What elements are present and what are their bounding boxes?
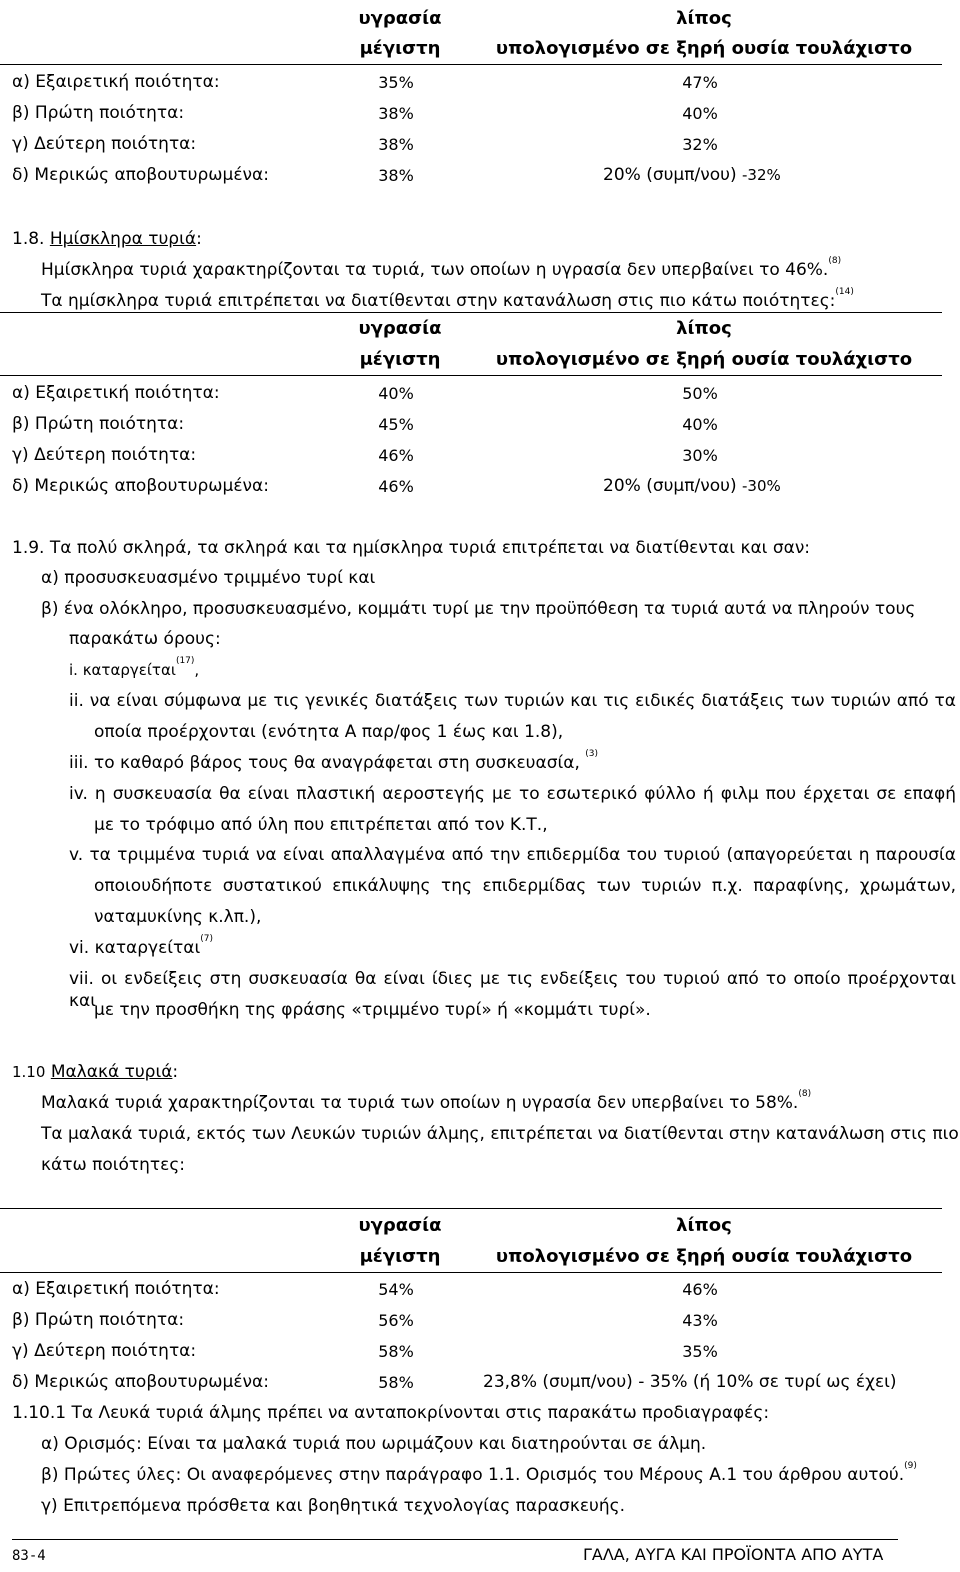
list-item: α) προσυσκευασμένο τριμμένο τυρί και (41, 568, 376, 588)
list-item: β) ένα ολόκληρο, προσυσκευασμένο, κομμάτι τυρί με την προϋπόθεση τα τυριά αυτά να πληρούν τους (41, 599, 916, 619)
section-title: Μαλακά τυριά (50, 1062, 173, 1082)
section-1-10-1-intro: 1.10.1 Τα Λευκά τυριά άλμης πρέπει να ανταποκρίνονται στις παρακάτω προδιαγραφές: (12, 1403, 770, 1423)
table-row-label: δ) Μερικώς αποβουτυρωμένα: (12, 1372, 269, 1392)
footnote-ref: (14) (835, 287, 854, 297)
sub-item-iv: iv. η συσκευασία θα είναι πλαστική αεροστεγής με το εσωτερικό φύλλο ή φιλμ που έρχεται σε επαφή (69, 784, 956, 804)
fat-header-sub: υπολογισμένο σε ξηρή ουσία τουλάχιστο (495, 1246, 913, 1267)
section-1-10-definition (41, 1089, 812, 1114)
sub-item-vi (69, 934, 213, 959)
fat-header: λίπος (676, 8, 732, 29)
definition-text: Μαλακά τυριά χαρακτηρίζονται τα τυριά των οποίων η υγρασία δεν υπερβαίνει το 58%. (41, 1093, 799, 1113)
table-cell-fat (603, 164, 781, 186)
fat-header: λίπος (676, 318, 732, 339)
moisture-header: υγρασία (358, 8, 442, 29)
table-row-label: α) Εξαιρετική ποιότητα: (12, 1279, 220, 1299)
table-row-label: α) Εξαιρετική ποιότητα: (12, 383, 220, 403)
table-2-header-rule (0, 375, 942, 376)
sub-item-iii (69, 749, 599, 774)
table-cell-fat: 40% (682, 104, 718, 123)
table-cell-moisture: 35% (378, 73, 414, 92)
table-3-top-rule (0, 1208, 942, 1209)
footnote-ref: (8) (798, 1089, 812, 1099)
table-row-label: β) Πρώτη ποιότητα: (12, 103, 185, 123)
table-1-header-rule (0, 64, 942, 65)
table-row-label: β) Πρώτη ποιότητα: (12, 1310, 185, 1330)
section-number: 1.8. (12, 229, 45, 249)
section-1-8-heading (12, 228, 202, 250)
footnote-ref: (8) (828, 256, 842, 266)
list-item: γ) Επιτρεπόμενα πρόσθετα και βοηθητικά τεχνολογίας παρασκευής. (41, 1496, 626, 1516)
sub-item-text: vi. καταργείται (69, 938, 201, 958)
sub-item-iv-continuation: με το τρόφιμο από ύλη που επιτρέπεται από τον Κ.Τ., (94, 815, 548, 835)
section-1-10-grades-intro: Τα μαλακά τυριά, εκτός των Λευκών τυριών άλμης, επιτρέπεται να διατίθενται στην κατανάλωση στις πιο (41, 1124, 959, 1144)
table-cell-moisture: 46% (378, 477, 414, 496)
table-row-label: γ) Δεύτερη ποιότητα: (12, 1341, 197, 1361)
moisture-header: υγρασία (358, 1215, 442, 1236)
grades-intro-text: Τα ημίσκληρα τυριά επιτρέπεται να διατίθενται στην κατανάλωση στις πιο κάτω ποιότητες: (41, 291, 836, 311)
table-cell-fat: 50% (682, 384, 718, 403)
sub-item-vii: vii. οι ενδείξεις στη συσκευασία θα είναι ίδιες με τις ενδείξεις του τυριού από το οποίο προέρχονται και (69, 969, 956, 1011)
section-1-9-intro: 1.9. Τα πολύ σκληρά, τα σκληρά και τα ημίσκληρα τυριά επιτρέπεται να διατίθενται και σαν: (12, 538, 811, 558)
moisture-header-sub: μέγιστη (359, 349, 441, 370)
table-row-label: δ) Μερικώς αποβουτυρωμένα: (12, 476, 269, 496)
sub-item-i (69, 656, 200, 681)
fat-header-sub: υπολογισμένο σε ξηρή ουσία τουλάχιστο (495, 349, 913, 370)
table-cell-moisture: 40% (378, 384, 414, 403)
section-title: Ημίσκληρα τυριά (49, 229, 197, 249)
section-colon: : (196, 229, 202, 249)
table-cell-fat (603, 475, 781, 497)
sub-item-punct: , (194, 661, 200, 679)
fat-range-main: 20% (συμπ/νου) (603, 165, 737, 185)
table-cell-fat: 23,8% (συμπ/νου) - 35% (ή 10% σε τυρί ως έχει) (483, 1372, 897, 1392)
sub-item-text: i. καταργείται (69, 661, 176, 679)
table-cell-fat: 43% (682, 1311, 718, 1330)
page-number: 83-4 (12, 1548, 46, 1564)
moisture-header-sub: μέγιστη (359, 38, 441, 59)
sub-item-v-continuation: οποιουδήποτε συστατικού επικάλυψης της επιδερμίδας των τυριών π.χ. παραφίνης, χρωμάτων, (94, 876, 956, 896)
footnote-ref: (17) (175, 656, 195, 666)
table-cell-moisture: 58% (378, 1342, 414, 1361)
list-item: α) Ορισμός: Είναι τα μαλακά τυριά που ωριμάζουν και διατηρούνται σε άλμη. (41, 1434, 707, 1454)
moisture-header: υγρασία (358, 318, 442, 339)
sub-item-ii: ii. να είναι σύμφωνα με τις γενικές διατάξεις των τυριών και τις ειδικές διατάξεις των τυριών από τα (69, 691, 956, 711)
table-cell-fat: 32% (682, 135, 718, 154)
section-1-8-grades-intro (41, 287, 854, 312)
moisture-header-sub: μέγιστη (359, 1246, 441, 1267)
table-cell-fat: 46% (682, 1280, 718, 1299)
table-row-label: α) Εξαιρετική ποιότητα: (12, 72, 220, 92)
table-2-top-rule (0, 312, 942, 313)
table-cell-fat: 40% (682, 415, 718, 434)
section-1-10-grades-intro-continuation: κάτω ποιότητες: (41, 1155, 186, 1175)
sub-item-v: v. τα τριμμένα τυριά να είναι απαλλαγμένα από την επιδερμίδα του τυριού (απαγορεύεται η παρουσία (69, 845, 956, 865)
list-item-text: β) Πρώτες ύλες: Οι αναφερόμενες στην παράγραφο 1.1. Ορισμός του Μέρους Α.1 του άρθρου αυτού. (41, 1465, 905, 1485)
footnote-ref: (3) (585, 749, 599, 759)
table-row-label: δ) Μερικώς αποβουτυρωμένα: (12, 165, 269, 185)
table-cell-fat: 35% (682, 1342, 718, 1361)
table-cell-moisture: 38% (378, 135, 414, 154)
fat-header-sub: υπολογισμένο σε ξηρή ουσία τουλάχιστο (495, 38, 913, 59)
fat-range-main: 20% (συμπ/νου) (603, 476, 737, 496)
table-3-header-rule (0, 1272, 942, 1273)
table-cell-moisture: 38% (378, 166, 414, 185)
sub-item-v-continuation: ναταμυκίνης κ.λπ.), (94, 907, 262, 927)
table-cell-fat: 47% (682, 73, 718, 92)
table-cell-moisture: 46% (378, 446, 414, 465)
fat-range-tail: -32% (741, 166, 781, 184)
table-cell-moisture: 38% (378, 104, 414, 123)
section-1-10-heading (12, 1061, 178, 1083)
section-1-8-definition (41, 256, 842, 281)
table-cell-moisture: 58% (378, 1373, 414, 1392)
definition-text: Ημίσκληρα τυριά χαρακτηρίζονται τα τυριά, των οποίων η υγρασία δεν υπερβαίνει το 46%. (41, 260, 829, 280)
footnote-ref: (9) (904, 1461, 917, 1471)
list-item (41, 1461, 917, 1486)
list-item-continuation: παρακάτω όρους: (69, 629, 221, 649)
table-cell-fat: 30% (682, 446, 718, 465)
sub-item-text: iii. το καθαρό βάρος τους θα αναγράφεται στη συσκευασία, (69, 753, 580, 773)
table-row-label: γ) Δεύτερη ποιότητα: (12, 134, 197, 154)
fat-range-tail: -30% (741, 477, 781, 495)
table-cell-moisture: 45% (378, 415, 414, 434)
section-number: 1.10 (12, 1063, 46, 1081)
table-cell-moisture: 56% (378, 1311, 414, 1330)
table-cell-moisture: 54% (378, 1280, 414, 1299)
footer-rule (12, 1539, 898, 1540)
fat-header: λίπος (676, 1215, 732, 1236)
sub-item-ii-continuation: οποία προέρχονται (ενότητα Α παρ/φος 1 έως και 1.8), (94, 722, 564, 742)
sub-item-vii-continuation: με την προσθήκη της φράσης «τριμμένο τυρί» ή «κομμάτι τυρί». (94, 1000, 651, 1020)
chapter-title: ΓΑΛΑ, ΑΥΓΑ ΚΑΙ ΠΡΟΪΟΝΤΑ ΑΠΟ ΑΥΤΑ (583, 1545, 884, 1564)
table-row-label: γ) Δεύτερη ποιότητα: (12, 445, 197, 465)
section-colon: : (172, 1062, 179, 1082)
footnote-ref: (7) (200, 934, 213, 944)
table-row-label: β) Πρώτη ποιότητα: (12, 414, 185, 434)
